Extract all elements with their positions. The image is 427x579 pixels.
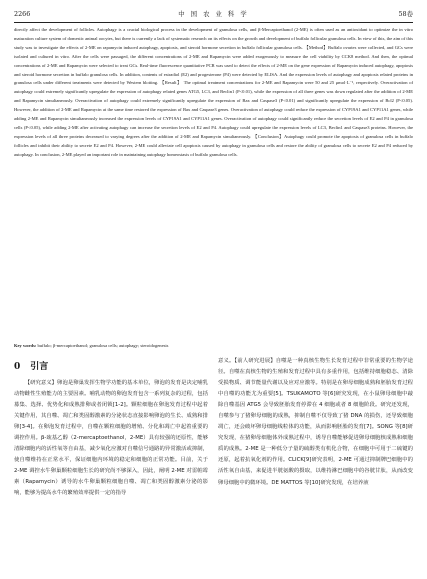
volume-label: 58卷 bbox=[398, 10, 413, 18]
abstract-paragraph: directly affect the development of follicles. Autophagy is a crucial biological process in the development of granulosa cells, and β-Mercaptoethanol (2-ME) is often used as an antioxidant to optimize the in vitro maturation culture system of domestic animal oocytes, but there is currently a lack of systematic research on its effects on the growth and development of buffalo follicular granulosa cells. In view of this, the aim of this study was to investigate the effects of 2-ME on rapamycin induced autophagy, apoptosis, and steroid hormone secretion in buffalo follicular granulosa cells. 【Method】Buffalo ovaries were collected, and GCs were isolated and cultured in vitro. After the cells were passaged, the different concentrations of 2-ME and Rapamycin were added exogenously to measure the cell viability by CCK8 method. And then, the optimal concentrations of 2-ME and Rapamycin were selected to treat GCs. Real-time fluorescence quantitative PCR was used to detect the effects of 2-ME on the gene expression of Rapamycin induced autophagy, apoptosis and steroid hormone secretion in buffalo granulosa cells. In addition, contents of estradiol (E2) and progesterone (P4) were detected by ELISA. And the expression levels of autophagy and apoptosis related proteins in granulosa cells under different treatments were detected by Western blotting. 【Result】 The optimal treatment concentrations for 2-ME and Rapamycin were 50 and 25 μmol·L⁻¹, respectively. Overactivation of autophagy could extremely significantly upregulate the expression of autophagy related genes ATG5, LC3, and Beclin1 (P<0.01), while the expression of all three genes was down regulated after the addition of 2-ME and Rapamycin simultaneously. Overactivation of autophagy could extremely significantly upregulate the expression of Bax and Caspase3 (P<0.01) and significantly upregulate the expression of Bcl2 (P<0.05). However, the addition of 2-ME and Rapamycin at the same time restored the expression of Bax and Caspase3 genes. Overactivation of autophagy could reduce the expression of CYP19A1 and CYP11A1 genes, while adding 2-ME and Rapamycin simultaneously increased the expression levels of CYP19A1 and CYP11A1 genes. Overactivation of autophagy could significantly reduce the secretion levels of E2 and P4 in granulosa cells (P<0.05), while adding 2-ME after activating autophagy can increase the secretion levels of E2 and P4. Autophagy could upregulate the expression levels of LC3, Beclin1 and Caspase3 proteins. However, the expression levels of all three proteins decreased to varying degrees after the addition of 2-ME and Rapamycin simultaneously. 【Conclusion】Autophagy could promote the apoptosis of granulosa cells in buffalo follicles and inhibit their ability to secrete E2 and P4. However, 2-ME could alleviate cell apoptosis caused by autophagy in granulosa cells and restore the ability of granulosa cells to secrete E2 and P4 reduced by autophagy. In conclusion, 2-ME played an important role in maintaining autophagy homeostasis of buffalo granulosa cells. bbox=[14, 27, 413, 157]
keywords-label: Key words: bbox=[14, 343, 37, 348]
right-body-paragraph: 意义。【前人研究进展】自噬是一种真核生物生长发育过程中非常重要的生物学途径。自噬在真核生物的生殖和发育过程中具有多重作用，包括维持细胞稳态、清除受损物质、调节能量代谢以及应对应激等。特别是在卵母细胞成熟和胚胎发育过程中自噬的功能尤为重要[5]。TSUKAMOTO 等[6]研究发现，在小鼠卵母细胞中敲除自噬基因 ATG5 会导致胚胎发育停滞在 4 细胞或者 8 细胞阶段。研究还发现，自噬参与了猪卵母细胞的成熟，抑制自噬不仅导致了猪 DNA 的损伤，还导致细胞凋亡，还会破坏卵母细胞线粒体的功能，从而影响胚胎的发育[7]。SONG 等[8]研究发现，在猪卵母细胞体外成熟过程中，诱导自噬能够促进卵母细胞核成熟和细胞质的成熟。2-ME 是一种低分子量的硫醇类有机化合物，在细胞中可用于二硫键的还原，起着抗氧化剂的作用。CLICK[9]研究表明，2-ME 可通过抑制牌巴细胞中的活性氧自由基，来促进半胱氨酸的摄取，以维持淋巴细胞中的谷胱甘肽，从而改变卵母细胞中的微环境。DE MATTOS 等[10]研究发现，在培养液 bbox=[218, 358, 413, 486]
section-title: 引言 bbox=[30, 362, 49, 372]
section-heading bbox=[14, 356, 208, 378]
journal-title: 中 国 农 业 科 学 bbox=[178, 10, 249, 18]
keywords-line bbox=[14, 342, 413, 351]
page-number: 2266 bbox=[14, 10, 31, 18]
header-rule bbox=[14, 22, 413, 23]
abstract-block bbox=[14, 26, 413, 160]
left-column bbox=[14, 356, 208, 500]
keywords-text: buffalo; β-mercaptoethanol; granulosa cells; autophagy; steroidogenesis bbox=[36, 343, 169, 348]
section-number: 0 bbox=[14, 362, 21, 372]
left-body-paragraph: 【研究意义】卵泡是卵巢发挥生物学功能的基本单位，卵泡的发育是决定哺乳动物雌性生殖能力的主要因素。哺乳动物的卵泡发育包含一系列复杂的过程，包括募集、选择、优势化和成熟排卵或者闭锁[1-2]。颗粒细胞在卵泡发育过程中起着关键作用，其自噬、凋亡和类固醇激素的分泌状态直接影响卵泡的生长、成熟和排卵[3-4]。在卵泡发育过程中，自噬在颗粒细胞的增殖、分化和凋亡中起着重要的调控作用。β-巯基乙醇（2-mercaptoethanol，2-ME）具有较强的还原性，能够清除细胞内的活性氧等自由基，减少氧化应激对自噬信号通路的异常激活或抑制，使自噬维持在正常水平，保证细胞内环境的稳定和细胞的正常功能。目前，关于 2-ME 调控水牛卵巢颗粒细胞生长的研究尚不够深入，因此，阐明 2-ME 对雷帕霉素（Rapamycin）诱导的水牛卵巢颗粒细胞自噬、凋亡和类固醇激素分泌的影响，能够为提高水牛的繁殖效率提供一定的指导 bbox=[14, 380, 208, 497]
page-header bbox=[14, 8, 413, 20]
right-column bbox=[218, 356, 413, 489]
